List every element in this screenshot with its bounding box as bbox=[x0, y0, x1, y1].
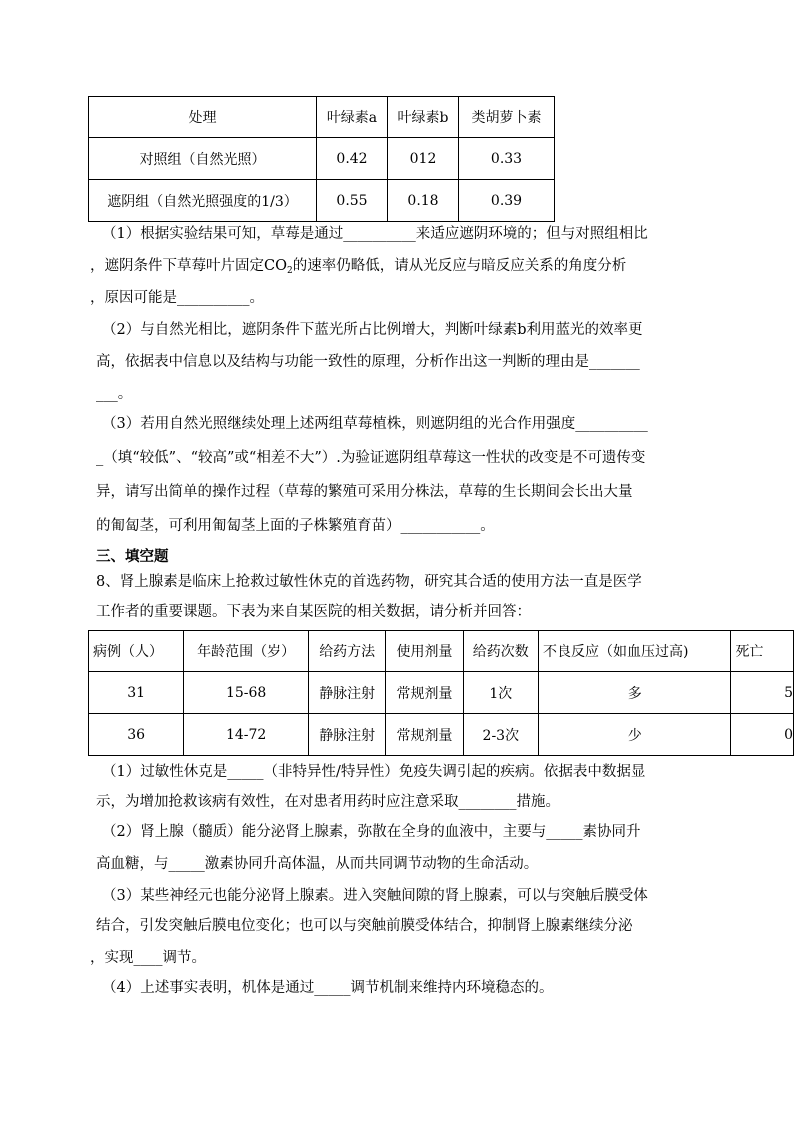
question-8-4-line-1: （4）上述事实表明，机体是通过_____调节机制来维持内环境稳态的。 bbox=[102, 980, 554, 996]
table-cell: 2-3次 bbox=[463, 714, 538, 756]
question-8-3-line-2: 结合，引发突触后膜电位变化；也可以与突触前膜受体结合，抑制肾上腺素继续分泌 bbox=[96, 918, 633, 934]
section-heading: 三、填空题 bbox=[96, 548, 169, 565]
table-cell: 常规剂量 bbox=[386, 672, 463, 714]
text-fragment: 的速率仍略低，请从光反应与暗反应关系的角度分析 bbox=[292, 258, 627, 274]
table-header-row bbox=[89, 631, 794, 672]
table-header-cell: 年龄范围（岁） bbox=[184, 631, 309, 672]
table-cell: 5 bbox=[731, 672, 794, 714]
table-header-cell: 叶绿素a bbox=[317, 97, 388, 138]
table-cell: 常规剂量 bbox=[386, 714, 463, 756]
table-cell: 少 bbox=[539, 714, 731, 756]
table-header-cell: 类胡萝卜素 bbox=[459, 97, 555, 138]
table-cell: 0.55 bbox=[317, 180, 388, 222]
question-8-3-line-1: （3）某些神经元也能分泌肾上腺素。进入突触间隙的肾上腺素，可以与突触后膜受体 bbox=[102, 888, 648, 904]
pigment-table bbox=[88, 96, 555, 222]
table-cell: 0.18 bbox=[388, 180, 459, 222]
table-cell: 14-72 bbox=[184, 714, 309, 756]
table-cell: 012 bbox=[388, 138, 459, 180]
question-7-2-line-1: （2）与自然光相比，遮阴条件下蓝光所占比例增大，判断叶绿素b利用蓝光的效率更 bbox=[102, 322, 643, 338]
question-7-3-line-1: （3）若用自然光照继续处理上述两组草莓植株，则遮阴组的光合作用强度__________ bbox=[102, 416, 648, 432]
text-fragment: ，遮阴条件下草莓叶片固定CO bbox=[90, 258, 287, 274]
table-cell: 0.39 bbox=[459, 180, 555, 222]
table-header-cell: 处理 bbox=[89, 97, 317, 138]
question-7-1-line-3: ，原因可能是__________。 bbox=[90, 290, 264, 306]
table-cell: 静脉注射 bbox=[309, 714, 386, 756]
table-header-cell: 使用剂量 bbox=[386, 631, 463, 672]
table-cell: 36 bbox=[89, 714, 184, 756]
question-8-2-line-1: （2）肾上腺（髓质）能分泌肾上腺素，弥散在全身的血液中，主要与_____素协同升 bbox=[102, 824, 641, 840]
table-cell: 15-68 bbox=[184, 672, 309, 714]
question-7-1-line-1: （1）根据实验结果可知，草莓是通过__________来适应遮阴环境的；但与对照组相比 bbox=[102, 226, 648, 242]
table-row bbox=[89, 180, 555, 222]
question-7-3-line-2: _（填“较低”、“较高”或“相差不大”）.为验证遮阴组草莓这一性状的改变是不可遗传变 bbox=[96, 450, 646, 466]
question-8-2-line-2: 高血糖，与_____激素协同升高体温，从而共同调节动物的生命活动。 bbox=[96, 856, 539, 872]
table-cell: 0.42 bbox=[317, 138, 388, 180]
question-7-1-line-2 bbox=[90, 254, 626, 276]
question-7-3-line-3: 异，请写出简单的操作过程（草莓的繁殖可采用分株法，草莓的生长期间会长出大量 bbox=[96, 484, 633, 500]
table-cell: 遮阴组（自然光照强度的1/3） bbox=[89, 180, 317, 222]
table-cell: 多 bbox=[539, 672, 731, 714]
epinephrine-table bbox=[88, 630, 794, 756]
question-7-2-line-3: ___。 bbox=[96, 386, 133, 402]
table-cell: 31 bbox=[89, 672, 184, 714]
question-7-3-line-4: 的匍匐茎，可利用匍匐茎上面的子株繁殖育苗）___________。 bbox=[96, 518, 495, 534]
question-8-intro-line-1: 8、肾上腺素是临床上抢救过敏性休克的首选药物，研究其合适的使用方法一直是医学 bbox=[96, 574, 642, 590]
question-8-1-line-2: 示，为增加抢救该病有效性，在对患者用药时应注意采取________措施。 bbox=[96, 794, 560, 810]
question-7-2-line-2: 高，依据表中信息以及结构与功能一致性的原理，分析作出这一判断的理由是_______ bbox=[96, 354, 640, 370]
table-header-cell: 死亡 bbox=[731, 631, 794, 672]
table-row bbox=[89, 714, 794, 756]
table-header-cell: 不良反应（如血压过高) bbox=[539, 631, 731, 672]
table-row bbox=[89, 138, 555, 180]
table-header-cell: 给药方法 bbox=[309, 631, 386, 672]
table-header-cell: 叶绿素b bbox=[388, 97, 459, 138]
table-cell: 0.33 bbox=[459, 138, 555, 180]
table-header-cell: 病例（人） bbox=[89, 631, 184, 672]
question-8-intro-line-2: 工作者的重要课题。下表为来自某医院的相关数据，请分析并回答： bbox=[96, 604, 531, 620]
table-header-cell: 给药次数 bbox=[463, 631, 538, 672]
table-cell: 1次 bbox=[463, 672, 538, 714]
subscript: 2 bbox=[286, 266, 293, 276]
table-cell: 对照组（自然光照） bbox=[89, 138, 317, 180]
question-8-3-line-3: ，实现____调节。 bbox=[90, 950, 206, 966]
table-cell: 静脉注射 bbox=[309, 672, 386, 714]
table-row bbox=[89, 672, 794, 714]
table-header-row bbox=[89, 97, 555, 138]
table-cell: 0 bbox=[731, 714, 794, 756]
question-8-1-line-1: （1）过敏性休克是_____（非特异性/特异性）免疫失调引起的疾病。依据表中数据显 bbox=[102, 764, 646, 780]
